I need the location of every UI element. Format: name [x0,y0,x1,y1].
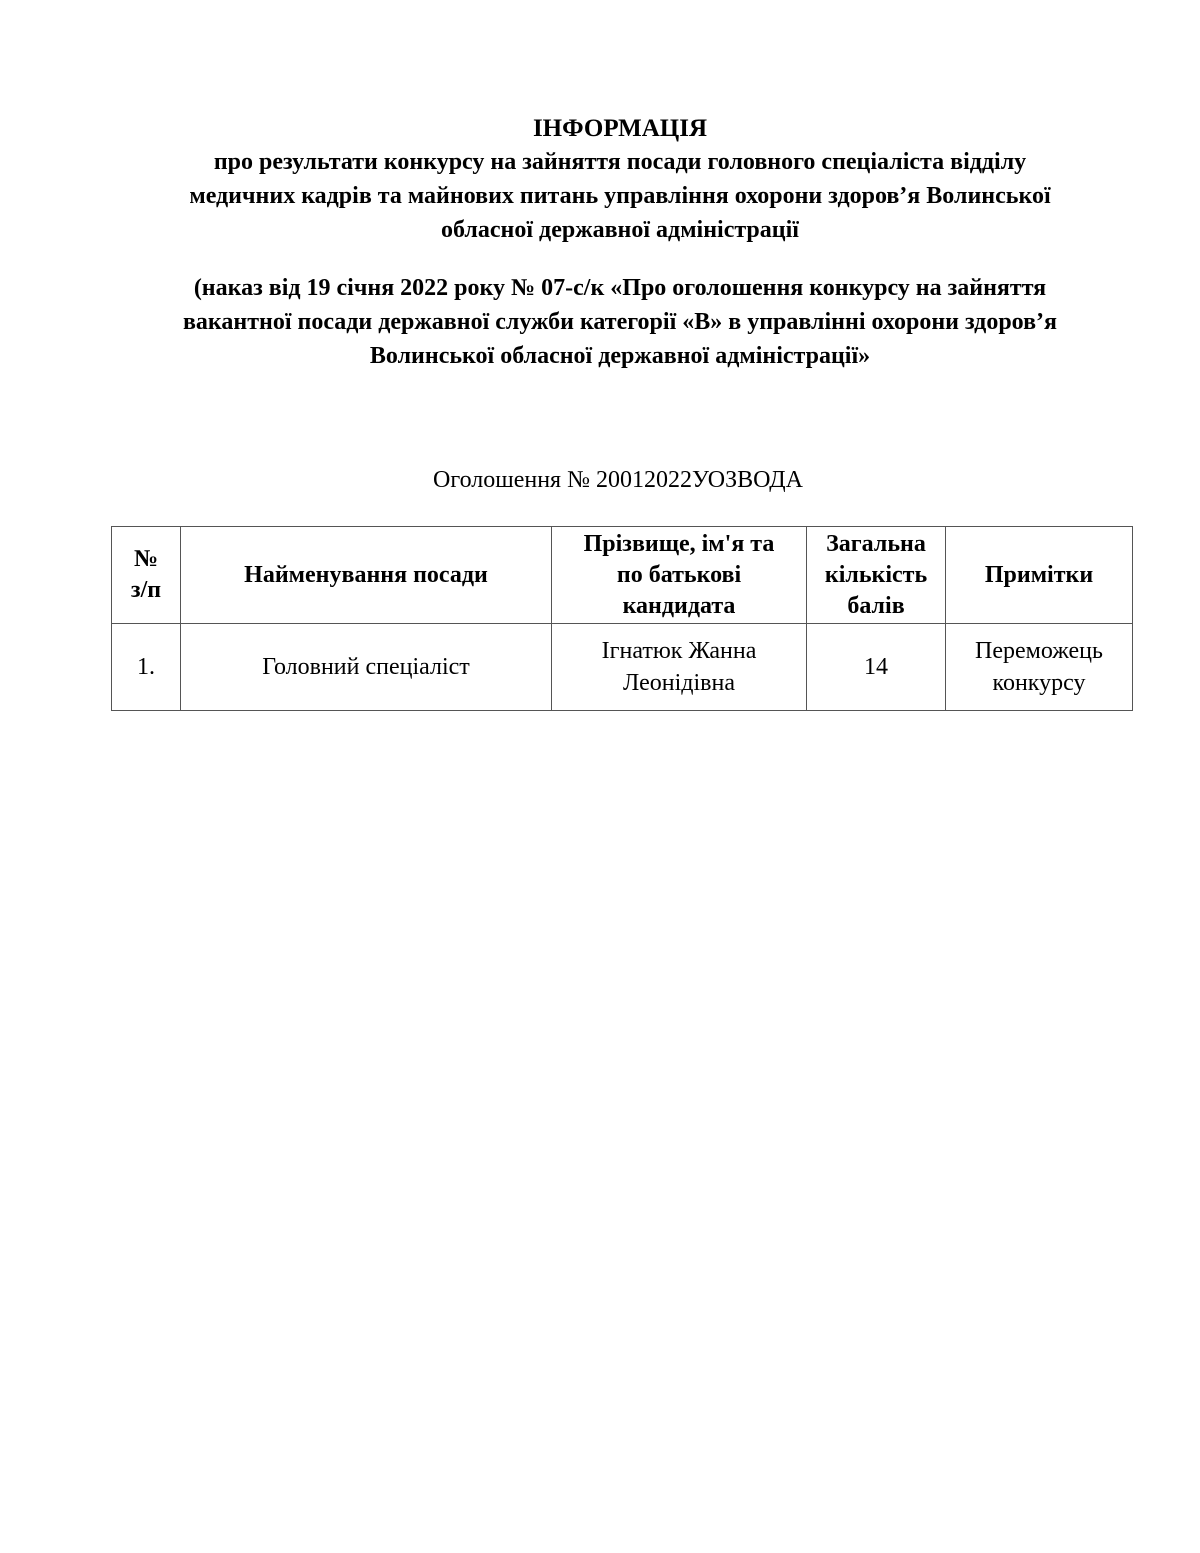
cell-notes: Переможець конкурсу [946,624,1133,711]
table-header-row [112,527,1133,624]
cell-total-score: 14 [807,624,946,711]
header-notes: Примітки [946,527,1133,624]
announcement-number: Оголошення № 20012022УОЗВОДА [433,467,803,493]
subtitle-line: обласної державної адміністрації [441,217,799,243]
cell-position: Головний спеціаліст [181,624,552,711]
document-title-text: ІНФОРМАЦІЯ [532,115,708,142]
cell-candidate-name: Ігнатюк Жанна Леонідівна [552,624,807,711]
subtitle-line: медичних кадрів та майнових питань управління охорони здоров’я Волинської [189,183,1051,209]
document-title [100,112,1140,146]
header-number: № з/п [112,527,181,624]
order-line: Волинської обласної державної адміністрації» [369,343,871,369]
order-line: (наказ від 19 січня 2022 року № 07-с/к «Про оголошення конкурсу на зайняття [193,275,1047,301]
document-subtitle [100,145,1140,247]
header-total-score: Загальна кількість балів [807,527,946,624]
header-position: Найменування посади [181,527,552,624]
table-row [112,624,1133,711]
header-candidate-name: Прізвище, ім'я та по батькові кандидата [552,527,807,624]
order-reference [100,271,1140,373]
cell-number: 1. [112,624,181,711]
results-table [111,526,1133,711]
subtitle-line: про результати конкурсу на зайняття посади головного спеціаліста відділу [213,149,1027,175]
order-line: вакантної посади державної служби категорії «В» в управлінні охорони здоров’я [182,309,1058,335]
